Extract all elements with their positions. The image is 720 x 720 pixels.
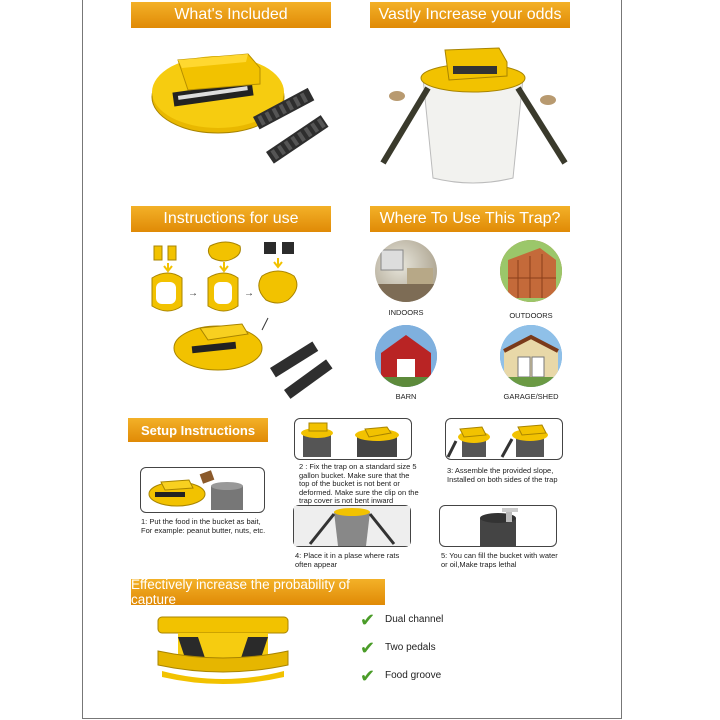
svg-text:→: → xyxy=(188,288,198,299)
location-label-barn: BARN xyxy=(395,392,417,401)
location-label-garage-shed: GARAGE/SHED xyxy=(503,392,559,401)
location-label-indoors: INDOORS xyxy=(388,308,424,317)
feature-two-pedals: Two pedals xyxy=(385,642,436,653)
indoors-photo xyxy=(375,240,437,302)
whats-included-banner: What's Included xyxy=(131,2,331,28)
step-2-image xyxy=(294,418,412,460)
step-2-caption: 2 : Fix the trap on a standard size 5 gallon bucket. Make sure that the top of the bucket is not bent or deformed. Make sure the clip on the trap cover is not bent inward xyxy=(299,462,419,505)
step-3-image xyxy=(445,418,563,460)
product-infographic xyxy=(82,0,622,719)
step-4-caption: 4: Place it in a plase where rats often appear xyxy=(295,551,400,569)
check-icon-dual-channel: ✔ xyxy=(360,610,376,631)
vastly-increase-banner: Vastly Increase your odds xyxy=(370,2,570,28)
step-4-image xyxy=(293,505,411,547)
instructions-for-use-banner: Instructions for use xyxy=(131,206,331,232)
bucket-trap-image xyxy=(373,38,573,188)
barn-photo xyxy=(375,325,437,387)
svg-text:→: → xyxy=(244,288,254,299)
step-3-caption: 3: Assemble the provided slope, Installed on both sides of the trap xyxy=(447,466,558,484)
feature-dual-channel: Dual channel xyxy=(385,614,444,625)
trap-lid-with-ramps-image xyxy=(148,42,348,182)
trap-lid-front-view-image xyxy=(148,615,298,690)
feature-food-groove: Food groove xyxy=(385,670,442,681)
location-label-outdoors: OUTDOORS xyxy=(509,311,553,320)
assembly-diagram xyxy=(138,238,338,403)
outdoors-photo xyxy=(500,240,562,302)
step-5-caption: 5: You can fill the bucket with water or oil,Make traps lethal xyxy=(441,551,558,569)
check-icon-two-pedals: ✔ xyxy=(360,638,376,659)
step-1-caption: 1: Put the food in the bucket as bait, For example: peanut butter, nuts, etc. xyxy=(141,517,266,535)
effectively-increase-banner: Effectively increase the probability of capture xyxy=(131,579,385,605)
step-1-image xyxy=(140,467,265,513)
setup-instructions-banner: Setup Instructions xyxy=(128,418,268,442)
step-5-image xyxy=(439,505,557,547)
garage-shed-photo xyxy=(500,325,562,387)
where-to-use-banner: Where To Use This Trap? xyxy=(370,206,570,232)
check-icon-food-groove: ✔ xyxy=(360,666,376,687)
